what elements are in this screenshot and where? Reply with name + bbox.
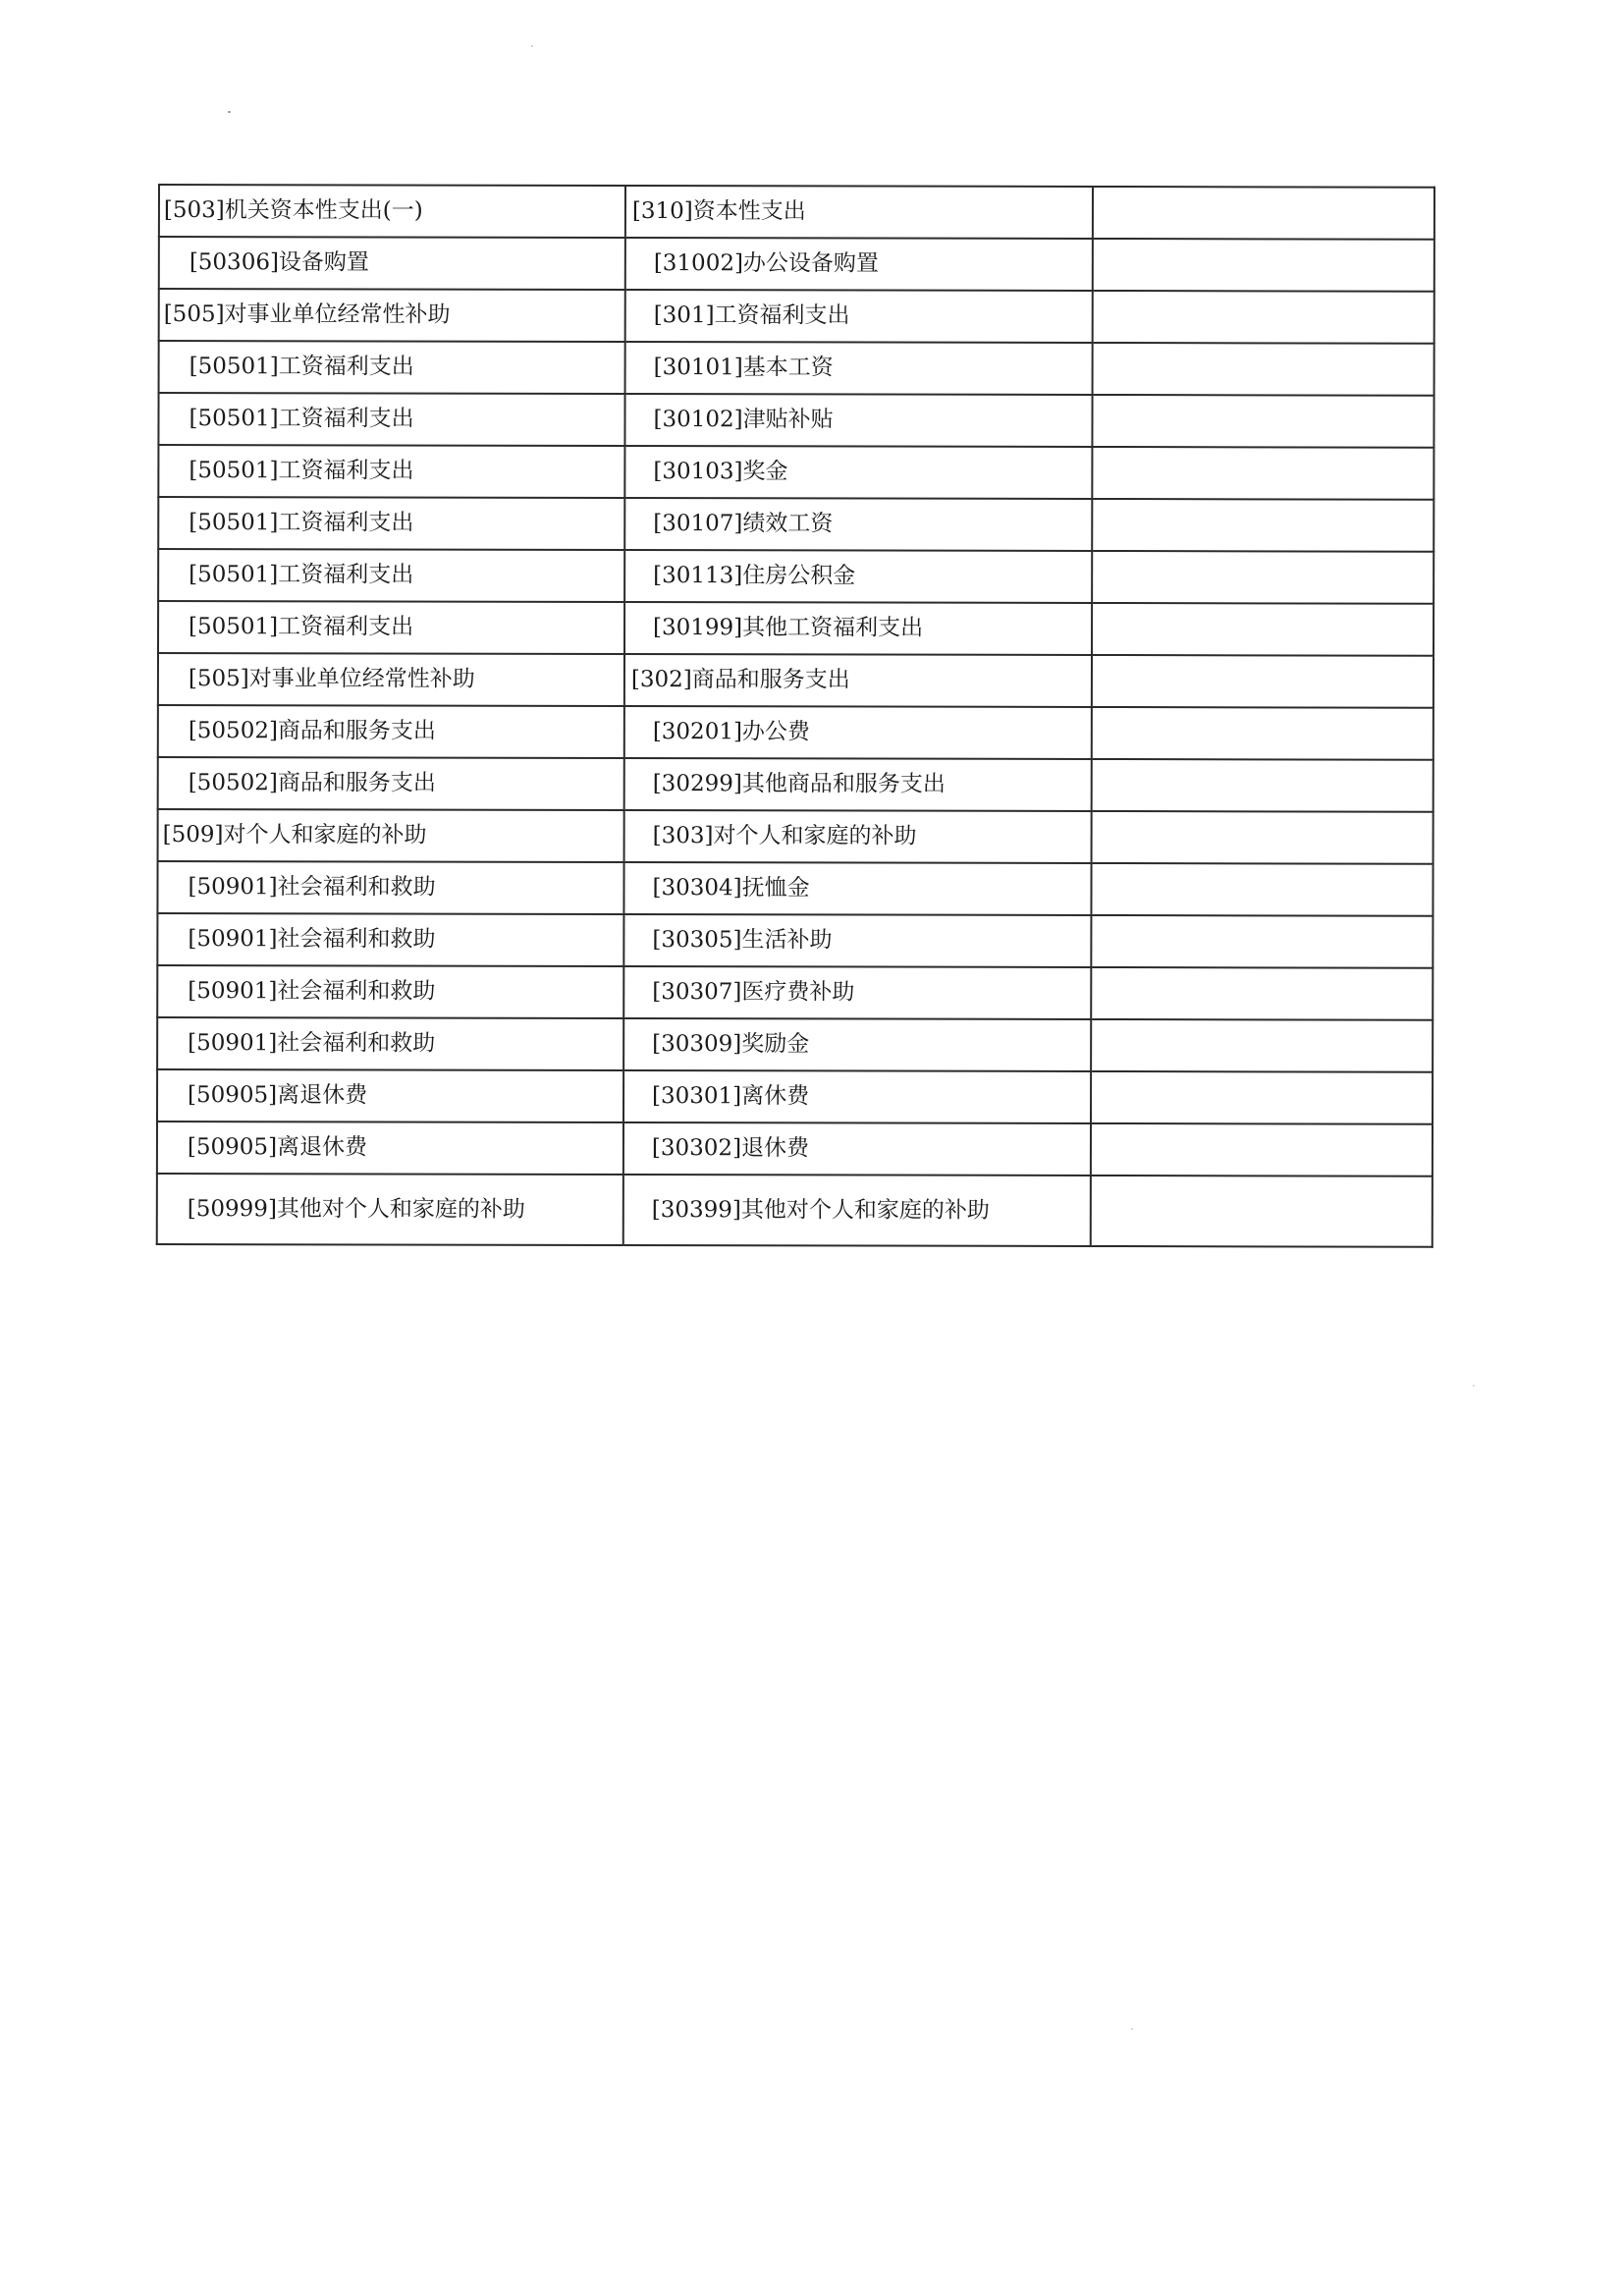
blank-cell [1092,603,1434,656]
department-code-cell: [50901]社会福利和救助 [157,965,623,1018]
blank-cell [1092,811,1434,864]
blank-cell [1092,395,1434,448]
department-code-cell: [50905]离退休费 [157,1069,623,1122]
table-row [159,185,1434,240]
blank-cell [1091,967,1433,1020]
department-code-cell: [50901]社会福利和救助 [157,913,623,966]
table-row [157,1069,1433,1124]
blank-cell [1092,551,1434,604]
scan-speck [531,45,533,47]
department-code-cell: [50501]工资福利支出 [158,497,624,550]
blank-cell [1092,655,1434,708]
table-row [158,393,1434,448]
department-code-cell: [50501]工资福利支出 [158,601,624,654]
department-code-cell: [505]对事业单位经常性补助 [158,653,624,706]
economic-code-cell: [30305]生活补助 [623,914,1091,967]
economic-code-cell: [30107]绩效工资 [624,498,1092,551]
blank-cell [1091,1019,1433,1072]
department-code-cell: [505]对事业单位经常性补助 [159,289,625,342]
department-code-cell: [50306]设备购置 [159,237,625,290]
department-code-cell: [50501]工资福利支出 [159,341,625,394]
economic-code-cell: [30199]其他工资福利支出 [624,602,1092,655]
table-row [157,861,1433,916]
department-code-cell: [50901]社会福利和救助 [157,1017,623,1070]
blank-cell [1091,1123,1433,1176]
economic-code-cell: [30307]医疗费补助 [623,966,1091,1019]
table-row [159,237,1434,292]
economic-code-cell: [310]资本性支出 [625,186,1093,239]
department-code-cell: [509]对个人和家庭的补助 [158,809,624,862]
department-code-cell: [50502]商品和服务支出 [158,705,624,758]
table-row [158,757,1434,812]
blank-cell [1093,187,1434,240]
department-code-cell: [503]机关资本性支出(一) [159,185,625,238]
economic-code-cell: [30103]奖金 [624,446,1092,499]
department-code-cell: [50901]社会福利和救助 [157,861,623,914]
blank-cell [1092,759,1434,812]
department-code-cell: [50905]离退休费 [157,1121,623,1175]
department-code-cell: [50502]商品和服务支出 [158,757,624,810]
table-row [157,1017,1433,1072]
blank-cell [1091,1071,1433,1124]
scan-speck [1131,2028,1133,2030]
table-row [157,1174,1433,1247]
economic-code-cell: [301]工资福利支出 [625,290,1093,343]
economic-code-cell: [30201]办公费 [624,706,1092,759]
scan-speck [228,111,231,113]
table-row [157,1121,1433,1176]
blank-cell [1091,915,1433,968]
blank-cell [1091,1175,1433,1247]
economic-code-cell: [30302]退休费 [623,1122,1091,1175]
blank-cell [1093,239,1434,292]
table-row [159,341,1434,396]
department-code-cell: [50501]工资福利支出 [158,549,624,602]
economic-code-cell: [30301]离休费 [623,1070,1091,1123]
scan-speck [1473,1385,1475,1387]
blank-cell [1093,291,1434,344]
table-row [158,549,1434,604]
department-code-cell: [50501]工资福利支出 [158,445,624,498]
department-code-cell: [50999]其他对个人和家庭的补助 [157,1174,623,1245]
table-row [158,809,1434,864]
blank-cell [1093,343,1434,396]
table-row [159,289,1434,344]
table-row [158,705,1434,760]
table-row [157,965,1433,1020]
table-row [158,653,1434,708]
economic-code-cell: [30102]津贴补贴 [624,394,1092,447]
budget-classification-table [156,184,1435,1248]
table-row [158,601,1434,656]
economic-code-cell: [30399]其他对个人和家庭的补助 [623,1175,1091,1246]
economic-code-cell: [30309]奖励金 [623,1018,1091,1071]
table-row [158,445,1434,500]
economic-code-cell: [30304]抚恤金 [623,862,1091,915]
department-code-cell: [50501]工资福利支出 [158,393,624,446]
economic-code-cell: [30113]住房公积金 [624,550,1092,603]
table-row [158,497,1434,552]
economic-code-cell: [302]商品和服务支出 [624,654,1092,707]
blank-cell [1092,499,1434,552]
economic-code-cell: [31002]办公设备购置 [625,238,1093,291]
table-row [157,913,1433,968]
economic-code-cell: [30101]基本工资 [625,342,1093,395]
economic-code-cell: [30299]其他商品和服务支出 [624,758,1092,811]
economic-code-cell: [303]对个人和家庭的补助 [624,810,1092,863]
table-body [157,185,1434,1247]
blank-cell [1092,707,1434,760]
blank-cell [1091,863,1433,916]
blank-cell [1092,447,1434,500]
